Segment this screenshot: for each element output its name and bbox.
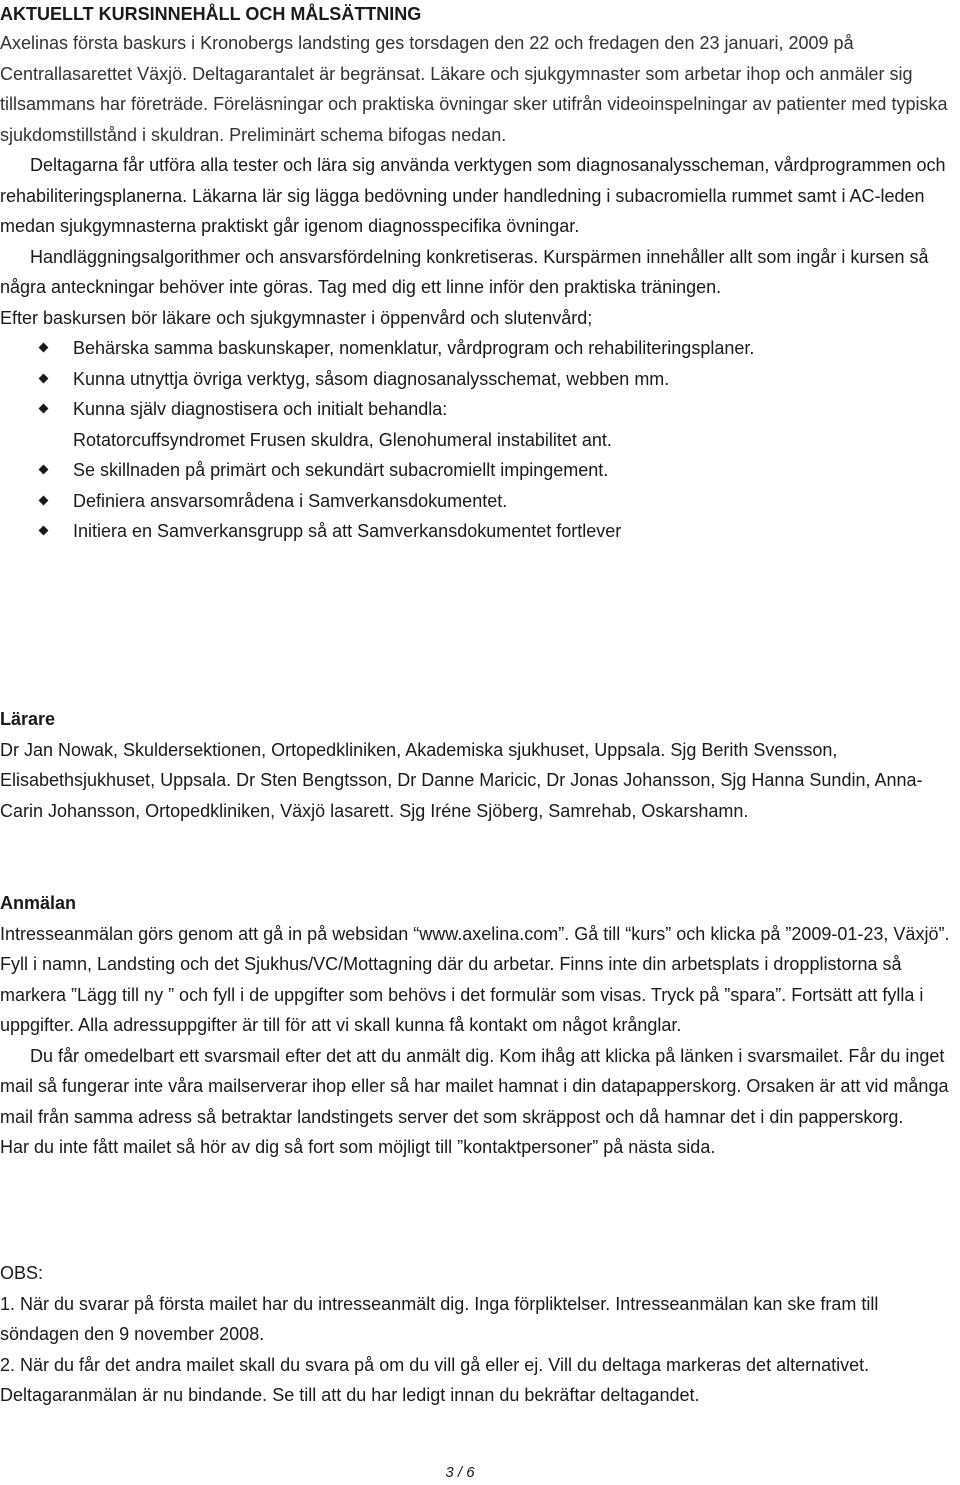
- list-item: [0, 364, 955, 395]
- course-algorithms-paragraph: Handläggningsalgorithmer och ansvarsfördelning konkretiseras. Kurspärmen innehåller allt som ingår i kursen så några anteckningar behöver inte göras. Tag med dig ett linne inför den praktiska träningen.: [0, 246, 929, 297]
- goal-text: Se skillnaden på primärt och sekundärt subacromiellt impingement.: [73, 460, 609, 480]
- registration-section: [0, 888, 958, 1163]
- diamond-bullet-icon: [39, 465, 49, 475]
- reply-mail-paragraph: Du får omedelbart ett svarsmail efter det att du anmält dig. Kom ihåg att klicka på länken i svarsmailet. Får du inget mail så fungerar inte våra mailserverar ihop eller så har mailet hamnat i din datapapperskorg. Orsaken är att vid många mail från samma adress så betraktar landstingets server det som skräppost och då hamnar det i din papperskorg.: [0, 1045, 949, 1127]
- obs-label: OBS:: [0, 1263, 44, 1283]
- teachers-section: [0, 704, 958, 826]
- obs-section: [0, 1258, 958, 1411]
- course-heading: AKTUELLT KURSINNEHÅLL OCH MÅLSÄTTNING: [0, 4, 422, 24]
- page-number: 3 / 6: [445, 1464, 475, 1481]
- goal-text: Initiera en Samverkansgrupp så att Samverkansdokumentet fortlever: [73, 521, 622, 541]
- obs-item-2: 2. När du får det andra mailet skall du svara på om du vill gå eller ej. Vill du deltaga markeras det alternativet. Deltagaranmälan är nu bindande. Se till att du har ledigt innan du bekräftar deltagandet.: [0, 1354, 870, 1405]
- registration-paragraph: Intresseanmälan görs genom att gå in på websidan “www.axelina.com”. Gå till “kurs” och klicka på ”2009-01-23, Växjö”. Fyll i namn, Landsting och det Sjukhus/VC/Mottagning där du arbetar. Finns inte din arbetsplats i dropplistorna så markera ”Lägg till ny ” och fyll i de uppgifter som behövs i det formulär som visas. Tryck på ”spara”. Fortsätt att fylla i uppgifter. Alla adressuppgifter är till för att vi skall kunna få kontakt om något krånglar.: [0, 923, 950, 1035]
- diamond-bullet-icon: [39, 526, 49, 536]
- goal-text: Kunna själv diagnostisera och initialt behandla:: [73, 399, 448, 419]
- list-item: [0, 394, 955, 455]
- contact-paragraph: Har du inte fått mailet så hör av dig så fort som möjligt till ”kontaktpersoner” på nästa sida.: [0, 1137, 716, 1157]
- goals-list: [0, 333, 955, 547]
- course-intro-paragraph: Axelinas första baskurs i Kronobergs landsting ges torsdagen den 22 och fredagen den 23 januari, 2009 på Centrallasarettet Växjö. Deltagarantalet är begränsat. Läkare och sjukgymnaster som arbetar ihop och anmäler sig tillsammans har företräde. Föreläsningar och praktiska övningar sker utifrån videoinspelningar av patienter med typiska sjukdomstillstånd i skuldran. Preliminärt schema bifogas nedan.: [0, 33, 948, 145]
- diamond-bullet-icon: [39, 495, 49, 505]
- diamond-bullet-icon: [39, 373, 49, 383]
- teachers-heading: Lärare: [0, 709, 56, 729]
- registration-heading: Anmälan: [0, 893, 77, 913]
- obs-item-1: 1. När du svarar på första mailet har du intresseanmält dig. Inga förpliktelser. Intresseanmälan kan ske fram till söndagen den 9 november 2008.: [0, 1293, 879, 1344]
- teachers-text: Dr Jan Nowak, Skuldersektionen, Ortopedkliniken, Akademiska sjukhuset, Uppsala. Sjg Berith Svensson, Elisabethsjukhuset, Uppsala. Dr Sten Bengtsson, Dr Danne Maricic, Dr Jonas Johansson, Sjg Hanna Sundin, Anna-Carin Johansson, Ortopedkliniken, Växjö lasarett. Sjg Iréne Sjöberg, Samrehab, Oskarshamn.: [0, 739, 923, 821]
- goal-text: Behärska samma baskunskaper, nomenklatur, vårdprogram och rehabiliteringsplaner.: [73, 338, 755, 358]
- goals-intro: Efter baskursen bör läkare och sjukgymnaster i öppenvård och slutenvård;: [0, 307, 593, 328]
- list-item: [0, 333, 955, 364]
- goal-text: Kunna utnyttja övriga verktyg, såsom diagnosanalysschemat, webben mm.: [73, 368, 670, 389]
- goal-continuation: Rotatorcuffsyndromet Frusen skuldra, Glenohumeral instabilitet ant.: [73, 429, 612, 450]
- goal-text: Definiera ansvarsområdena i Samverkansdokumentet.: [73, 490, 508, 511]
- list-item: [0, 486, 955, 517]
- course-content-section: [0, 0, 955, 547]
- diamond-bullet-icon: [39, 404, 49, 414]
- list-item: [0, 516, 955, 547]
- list-item: [0, 455, 955, 486]
- course-tests-paragraph: Deltagarna får utföra alla tester och lära sig använda verktygen som diagnosanalysscheman, vårdprogrammen och rehabiliteringsplanerna. Läkarna lär sig lägga bedövning under handledning i subacromiella rummet samt i AC-leden medan sjukgymnasterna praktiskt går igenom diagnosspecifika övningar.: [0, 155, 946, 236]
- diamond-bullet-icon: [39, 343, 49, 353]
